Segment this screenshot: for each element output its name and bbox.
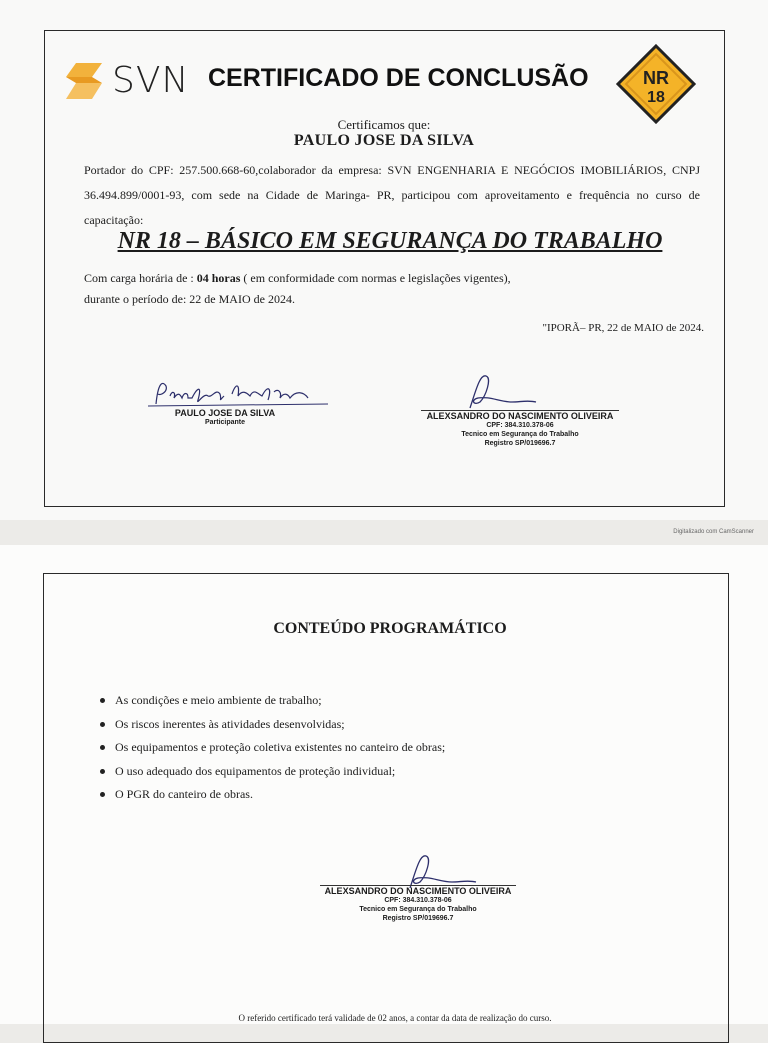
program-sig-role: Tecnico em Segurança do Trabalho bbox=[359, 906, 477, 913]
list-item: Os riscos inerentes às atividades desenvolvidas; bbox=[100, 713, 445, 737]
list-item: O PGR do canteiro de obras. bbox=[100, 783, 445, 807]
svn-logo bbox=[62, 60, 189, 101]
badge-nr: NR bbox=[643, 68, 669, 88]
instructor-signature-icon bbox=[440, 370, 540, 412]
badge-18: 18 bbox=[647, 89, 665, 106]
certificate-body: Portador do CPF: 257.500.668-60,colaborador da empresa: SVN ENGENHARIA E NEGÓCIOS IMOBILIÁRIOS, CNPJ 36.494.899/0001-93, com sede na Cidade de Maringa- PR, participou com aproveitamento e frequência no curso de capacitação: bbox=[84, 163, 700, 227]
nr18-badge-icon bbox=[616, 44, 696, 124]
instructor-sig-cpf: CPF: 384.310.378-06 bbox=[486, 422, 554, 429]
bullet-icon bbox=[100, 698, 105, 703]
bullet-icon bbox=[100, 745, 105, 750]
bullet-icon bbox=[100, 722, 105, 727]
program-signature-block bbox=[300, 886, 536, 923]
place-date: "IPORÃ– PR, 22 de MAIO de 2024. bbox=[542, 322, 704, 334]
certificate-title: CERTIFICADO DE CONCLUSÃO bbox=[208, 64, 589, 92]
certify-label: Certificamos que: bbox=[337, 117, 431, 132]
list-item: As condições e meio ambiente de trabalho; bbox=[100, 689, 445, 713]
participant-signature-block bbox=[150, 408, 300, 427]
program-sig-name: ALEXSANDRO DO NASCIMENTO OLIVEIRA bbox=[324, 886, 512, 896]
load-prefix: Com carga horária de : bbox=[84, 271, 197, 285]
course-title: NR 18 – BÁSICO EM SEGURANÇA DO TRABALHO bbox=[117, 228, 663, 254]
participant-name: PAULO JOSE DA SILVA bbox=[293, 132, 475, 149]
list-item: Os equipamentos e proteção coletiva existentes no canteiro de obras; bbox=[100, 736, 445, 760]
list-item: O uso adequado dos equipamentos de proteção individual; bbox=[100, 760, 445, 784]
instructor-sig-role: Tecnico em Segurança do Trabalho bbox=[461, 431, 579, 438]
program-sig-registry: Registro SP/019696.7 bbox=[382, 915, 454, 922]
instructor-sig-name: ALEXSANDRO DO NASCIMENTO OLIVEIRA bbox=[426, 411, 614, 421]
bullet-icon bbox=[100, 792, 105, 797]
bullet-icon bbox=[100, 769, 105, 774]
load-suffix: ( em conformidade com normas e legislações vigentes), bbox=[240, 271, 511, 285]
program-title: CONTEÚDO PROGRAMÁTICO bbox=[273, 620, 507, 637]
topic-list bbox=[100, 689, 445, 807]
participant-sig-role: Participante bbox=[204, 419, 246, 426]
course-period: durante o período de: 22 de MAIO de 2024. bbox=[84, 292, 295, 306]
svn-logo-icon bbox=[62, 61, 106, 101]
instructor-sig-registry: Registro SP/019696.7 bbox=[484, 440, 556, 447]
logo-text: SVN bbox=[112, 60, 190, 101]
instructor-signature-block bbox=[410, 411, 630, 448]
program-sig-cpf: CPF: 384.310.378-06 bbox=[384, 897, 452, 904]
participant-signature-icon bbox=[148, 374, 328, 412]
validity-note: O referido certificado terá validade de 02 anos, a contar da data de realização do curso. bbox=[238, 1013, 552, 1023]
course-load bbox=[84, 271, 511, 286]
scanner-note: Digitalizado com CamScanner bbox=[673, 529, 754, 535]
participant-sig-name: PAULO JOSE DA SILVA bbox=[174, 408, 276, 418]
program-border bbox=[43, 573, 729, 1043]
load-hours: 04 horas bbox=[196, 271, 241, 285]
